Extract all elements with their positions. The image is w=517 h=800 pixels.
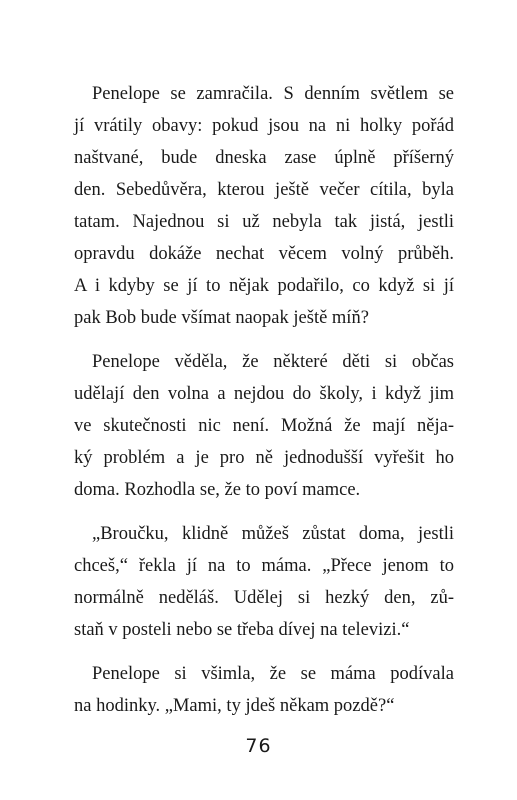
text-line: opravdu dokáže nechat věcem volný průběh.	[74, 244, 454, 264]
text-line: Penelope si všimla, že se máma podívala	[92, 664, 454, 684]
text-line: normálně neděláš. Udělej si hezký den, zů-	[74, 588, 454, 608]
text-line: tatam. Najednou si už nebyla tak jistá, jestli	[74, 212, 454, 232]
text-line: A i kdyby se jí to nějak podařilo, co když si jí	[74, 276, 454, 296]
page-number: 76	[245, 735, 272, 757]
text-line: den. Sebedůvěra, kterou ještě večer cítila, byla	[74, 180, 454, 200]
paragraph-1	[74, 78, 454, 334]
text-line: pak Bob bude všímat naopak ještě míň?	[74, 308, 369, 328]
text-line: doma. Rozhodla se, že to poví mamce.	[74, 480, 361, 500]
text-line: „Broučku, klidně můžeš zůstat doma, jestli	[92, 524, 454, 544]
text-line: na hodinky. „Mami, ty jdeš někam pozdě?“	[74, 696, 395, 716]
text-line: staň v posteli nebo se třeba dívej na televizi.“	[74, 620, 410, 640]
text-line: naštvané, bude dneska zase úplně příšerný	[74, 148, 454, 168]
paragraph-2	[74, 346, 454, 506]
text-line: chceš,“ řekla jí na to máma. „Přece jenom to	[74, 556, 454, 576]
body-text	[74, 78, 454, 734]
text-line: ký problém a je pro ně jednodušší vyřešit ho	[74, 448, 454, 468]
text-line: Penelope se zamračila. S denním světlem se	[92, 84, 454, 104]
paragraph-3	[74, 518, 454, 646]
text-line: udělají den volna a nejdou do školy, i když jim	[74, 384, 454, 404]
text-line: jí vrátily obavy: pokud jsou na ni holky pořád	[74, 116, 454, 136]
text-line: Penelope věděla, že některé děti si občas	[92, 352, 454, 372]
paragraph-4	[74, 658, 454, 722]
text-line: ve skutečnosti nic není. Možná že mají něja-	[74, 416, 454, 436]
